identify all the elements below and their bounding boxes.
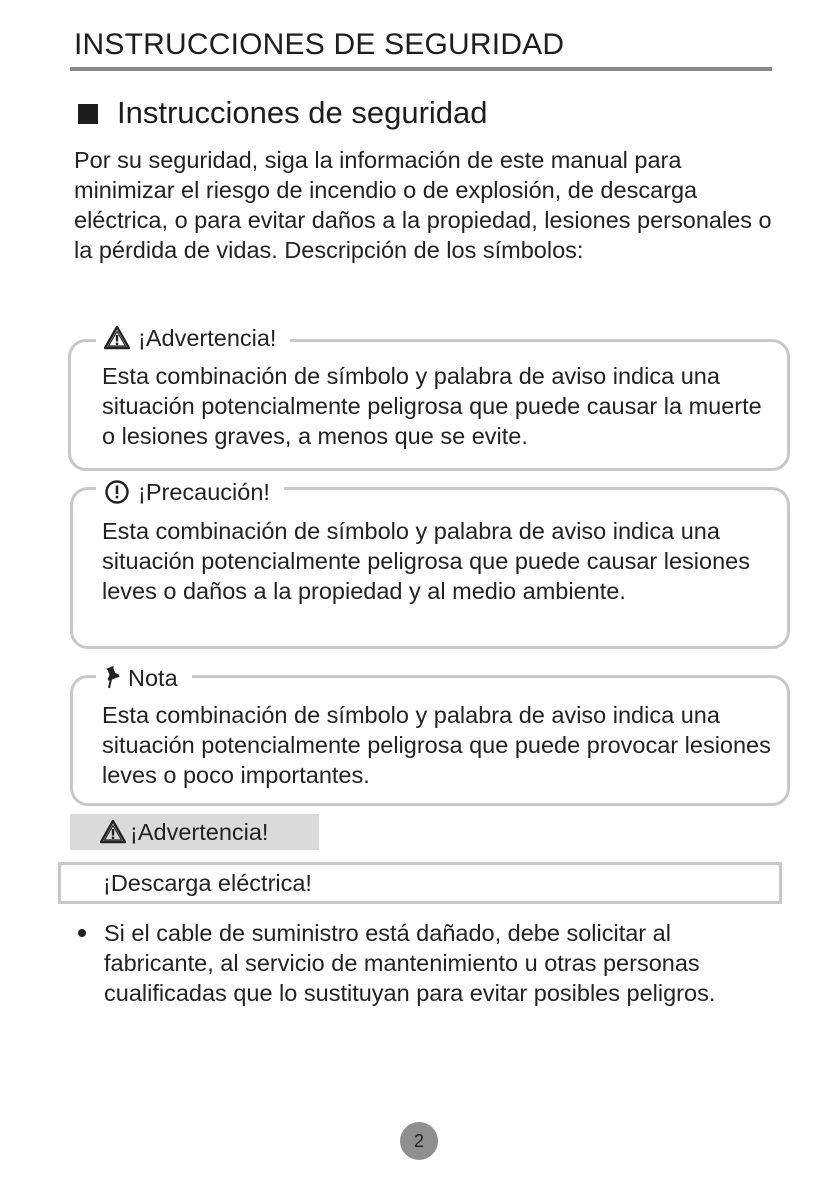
hazard-subtitle-box: ¡Descarga eléctrica!: [58, 862, 782, 904]
caution-circle-icon: [104, 479, 130, 505]
page-title: INSTRUCCIONES DE SEGURIDAD: [74, 28, 565, 61]
note-symbol-label: [96, 664, 192, 692]
note-description: Esta combinación de símbolo y palabra de aviso indica una situación potencialmente peligrosa que puede provocar lesiones leves o poco importantes.: [102, 702, 771, 788]
warning-label-bar: [70, 814, 319, 850]
caution-description: Esta combinación de símbolo y palabra de aviso indica una situación potencialmente peligrosa que puede causar lesiones leves o daños a la propiedad y al medio ambiente.: [102, 518, 750, 604]
square-bullet-icon: [78, 104, 98, 124]
warning-label-text: ¡Advertencia!: [138, 325, 277, 351]
list-item-text: Si el cable de suministro está dañado, debe solicitar al fabricante, al servicio de mantenimiento u otras personas cualificadas que lo sustituyan para evitar posibles peligros.: [104, 920, 716, 1006]
note-label-text: Nota: [128, 665, 178, 691]
caution-symbol-label: [96, 478, 284, 506]
warning-bar-text: ¡Advertencia!: [130, 818, 269, 845]
page-number: 2: [400, 1122, 438, 1160]
caution-label-text: ¡Precaución!: [138, 479, 270, 505]
warning-description: Esta combinación de símbolo y palabra de aviso indica una situación potencialmente peligrosa que puede causar la muerte o lesiones graves, a menos que se evite.: [102, 363, 762, 449]
title-divider: [70, 67, 772, 71]
list-item: [74, 918, 784, 1008]
bullet-dot-icon: [78, 929, 86, 937]
warning-triangle-icon: [100, 819, 126, 845]
pushpin-icon: [104, 665, 124, 691]
warning-triangle-icon: [104, 325, 130, 351]
warning-symbol-label: [96, 324, 290, 352]
section-heading: Instrucciones de seguridad: [117, 95, 488, 130]
hazard-list: [74, 918, 784, 1008]
intro-paragraph: Por su seguridad, siga la información de este manual para minimizar el riesgo de incendio o de explosión, de descarga eléctrica, o para evitar daños a la propiedad, lesiones personales o la pérdida de vidas. Descripción de los símbolos:: [74, 147, 772, 263]
